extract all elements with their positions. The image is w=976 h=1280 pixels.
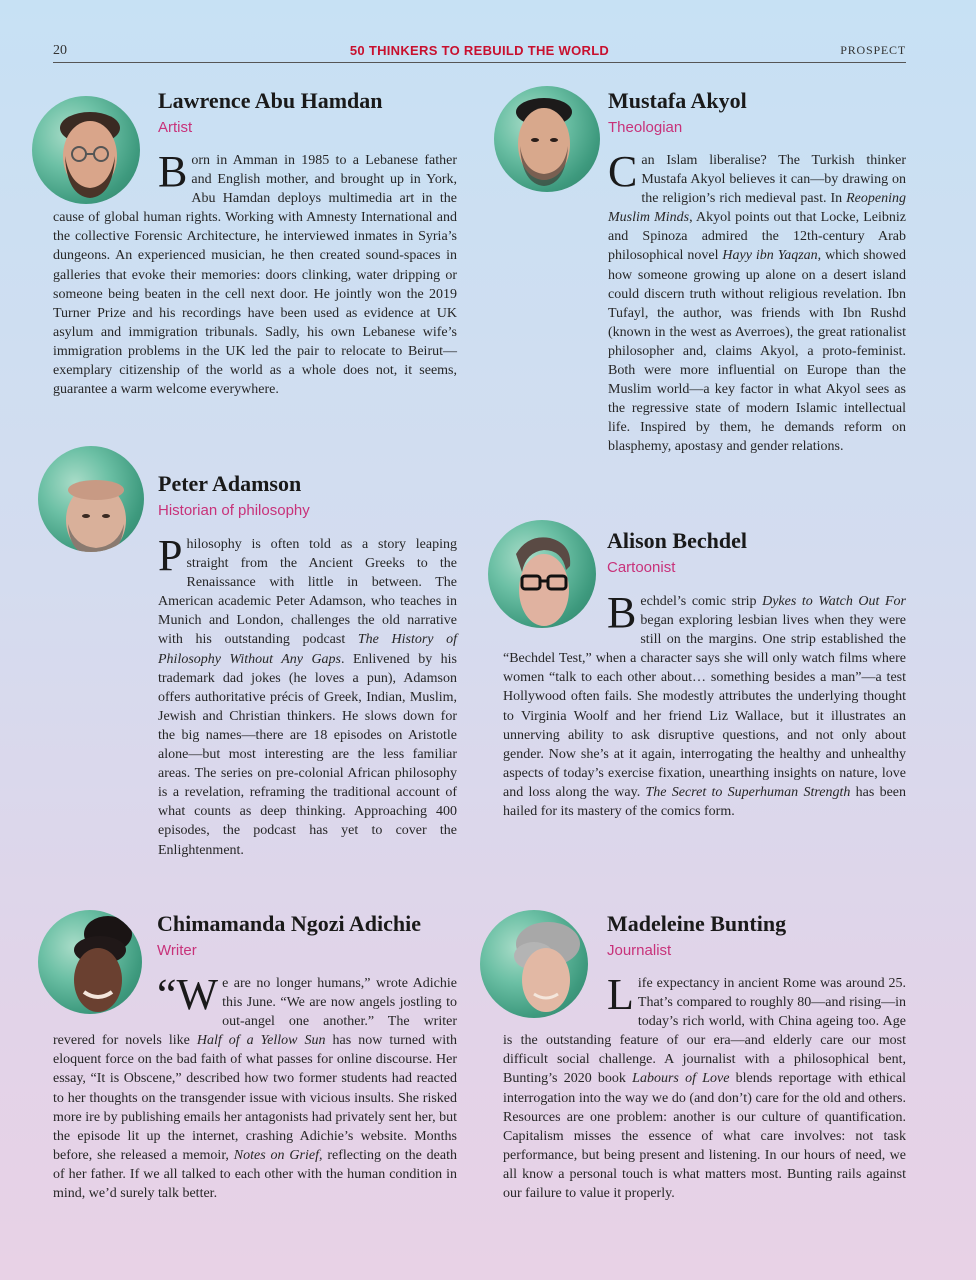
entry-body: “We are no longer humans,” wrote Adichie this June. “We are now angels jostling to out-angel one another.” The writer revered for novels like Half of a Yellow Sun has now turned with eloquent force on the bad faith of what passes for online discourse. Her essay, “It is Obscene,” described how two former students had reacted to her thoughts on the transgender issue with vicious insults. She risked more ire by publishing emails her antagonists had privately sent her, but the episode lit up the internet, crashing Adichie’s website. Months before, she released a memoir, Notes on Grief, reflecting on the death of her father. If we all talked to each other with the human condition in mind, we’d surely talk better. bbox=[53, 970, 457, 1202]
book-title: Reopening Muslim Minds bbox=[608, 191, 906, 226]
dropcap: B bbox=[158, 147, 188, 196]
book-title: The Secret to Superhuman Strength bbox=[645, 784, 851, 800]
book-title: Notes on Grief bbox=[233, 1147, 319, 1163]
entry-name: Peter Adamson bbox=[158, 471, 302, 496]
dropcap: B bbox=[607, 588, 637, 637]
entry-body: Born in Amman in 1985 to a Lebanese father and English mother, and brought up in York, Abu Hamdan deploys multimedia art in the cause of global human rights. Working with Amnesty International and the collective Forensic Architecture, he interviewed inmates in Syria’s dungeons. An experienced musician, he then created sound-spaces in galleries that evoke their memories: doors clinking, water dripping or someone being beaten in the cell next door. He jointly won the 2019 Turner Prize and his recordings have been used as evidence at UK asylum and immigration tribunals. Sadly, his own Lebanese wife’s immigration problems in the UK led the pair to relocate to Beirut—exemplary citizenship of the world as a whole does not, it seems, guarantee a warm welcome everywhere. bbox=[53, 147, 457, 398]
entry-name: Alison Bechdel bbox=[607, 528, 747, 553]
entry-name: Madeleine Bunting bbox=[607, 911, 787, 936]
dropcap: C bbox=[608, 147, 638, 196]
entry-name: Chimamanda Ngozi Adichie bbox=[157, 911, 422, 936]
book-title: Labours of Love bbox=[632, 1071, 730, 1087]
entry-body: Life expectancy in ancient Rome was around 25. That’s compared to roughly 80—and rising—in today’s rich world, with China ageing too. Age is the outstanding feature of our era—and elderly care our most difficult social challenge. A journalist with a philosophical bent, Bunting’s 2020 book Labours of Love blends reportage with ethical interrogation into the way we do (and don’t) care for the old and others. Resources are one problem: another is our culture of quantification. Capitalism misses the essence of what care involves: not task performance, but being present and listening. In our hours of need, we all know a personal touch is what matters most. Bunting rails against our failure to value it properly. bbox=[503, 970, 906, 1202]
book-title: Hayy ibn Yaqzan bbox=[722, 248, 818, 264]
page-number: 20 bbox=[53, 43, 67, 58]
dropcap: “W bbox=[157, 970, 219, 1019]
entry-role: Theologian bbox=[608, 119, 683, 136]
section-title: 50 THINKERS TO REBUILD THE WORLD bbox=[349, 43, 610, 58]
entry-role: Writer bbox=[157, 942, 197, 959]
entry-body: Can Islam liberalise? The Turkish thinker Mustafa Akyol believes it can—by drawing on the religion’s rich medieval past. In Reopening Muslim Minds, Akyol points out that Locke, Leibniz and Spinoza admired the 12th-century Arab philosophical novel Hayy ibn Yaqzan, which showed how someone growing up alone on a desert island could discern truth without religious revelation. Ibn Tufayl, the author, was friends with Ibn Rushd (known in the west as Averroes), the great rationalist philosopher and, claims Akyol, a proto-feminist. Both were more influential on Europe than the Muslim world—a key factor in what Akyol sees as the regressive state of modern Islamic intellectual life. Inspired by them, he demands reform on blasphemy, apostasy and gender relations. bbox=[608, 147, 907, 455]
dropcap: L bbox=[607, 970, 634, 1019]
book-title: Half of a Yellow Sun bbox=[196, 1033, 326, 1049]
entry-name: Lawrence Abu Hamdan bbox=[158, 88, 383, 113]
podcast-title: The History of Philosophy Without Any Gaps bbox=[158, 632, 458, 667]
entry-role: Historian of philosophy bbox=[158, 502, 310, 519]
entry-body: Philosophy is often told as a story leaping straight from the Ancient Greeks to the Renaissance with little in between. The American academic Peter Adamson, who teaches in Munich and London, challenges the old narrative with his outstanding podcast The History of Philosophy Without Any Gaps. Enlivened by his trademark dad jokes (he loves a pun), Adamson offers authoritative précis of Greek, Indian, Muslim, Jewish and Christian thinkers. He slows down for the big names—there are 18 episodes on Aristotle alone—but most interesting are the less familiar areas. The series on pre-colonial African philosophy is a revelation, reframing the traditional account of what counts as deep thinking. Approaching 400 episodes, the podcast has yet to cover the Enlightenment. bbox=[158, 531, 458, 858]
entry-body: Bechdel’s comic strip Dykes to Watch Out For began exploring lesbian lives when they were still on the margins. One strip established the “Bechdel Test,” when a character says she will only watch films where women “talk to each other about… something besides a man”—a test Hollywood often fails. She modestly attributes the underlying thought to Virginia Woolf and her friend Liz Wallace, but it illustrates an unnerving ability to ask disruptive questions, and not only about gender. Now she’s at it again, interrogating the healthy and unhealthy aspects of today’s exercise fixation, unearthing insights on nature, love and loss along the way. The Secret to Superhuman Strength has been hailed for its mastery of the comics form. bbox=[503, 588, 907, 820]
portrait-adamson bbox=[38, 446, 144, 552]
entry-role: Cartoonist bbox=[607, 559, 676, 576]
comic-title: Dykes to Watch Out For bbox=[762, 594, 907, 609]
entry-role: Journalist bbox=[607, 942, 672, 959]
entry-name: Mustafa Akyol bbox=[608, 88, 747, 113]
magazine-name: PROSPECT bbox=[840, 43, 906, 57]
entry-role: Artist bbox=[158, 119, 193, 136]
page-header bbox=[53, 40, 906, 63]
dropcap: P bbox=[158, 531, 183, 580]
portrait-akyol bbox=[494, 86, 600, 192]
